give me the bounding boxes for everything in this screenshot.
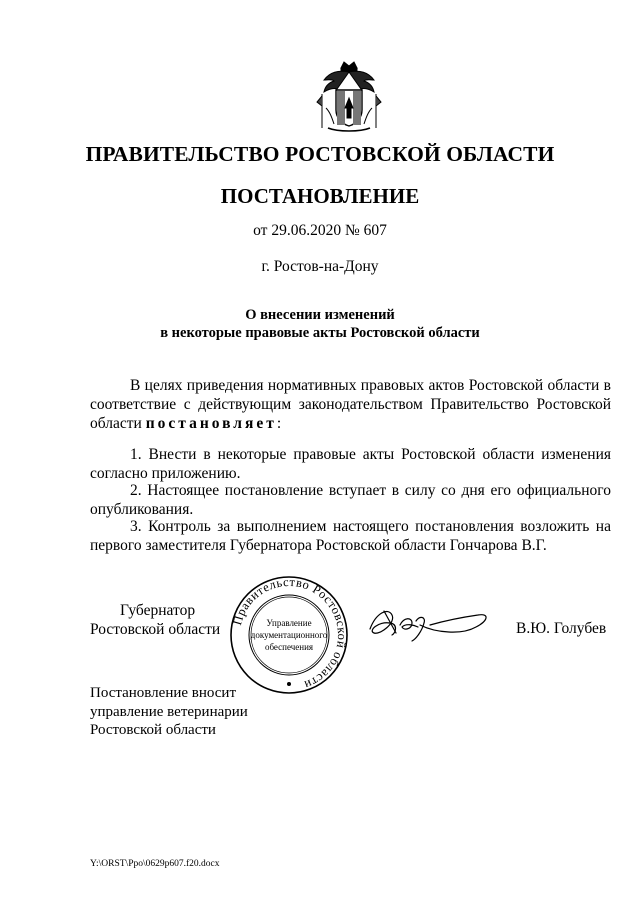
preamble-paragraph: [90, 376, 611, 433]
signatory-title: [90, 601, 230, 639]
submitted-by-line-3: Ростовской области: [90, 722, 216, 738]
document-city: г. Ростов-на-Дону: [261, 258, 379, 275]
document-subject: [0, 306, 640, 342]
official-seal: [228, 574, 350, 696]
seal-outer-text: Правительство Ростовской области: [230, 574, 350, 693]
decree-item-1: 1. Внести в некоторые правовые акты Ростовской области изменения согласно приложению.: [90, 446, 611, 482]
decree-item-2: 2. Настоящее постановление вступает в силу со дня его официального опубликования.: [90, 482, 611, 518]
submitted-by-line-1: Постановление вносит: [90, 685, 237, 701]
subject-line-1: О внесении изменений: [245, 307, 395, 323]
document-type: ПОСТАНОВЛЕНИЕ: [220, 184, 420, 208]
submitted-by: [90, 684, 248, 740]
signatory-title-line-2: Ростовской области: [90, 621, 221, 638]
seal-inner-line-3: обеспечения: [264, 642, 314, 652]
decrees-colon: :: [276, 415, 282, 432]
file-path: Y:\ORST\Ppo\0629p607.f20.docx: [90, 859, 220, 869]
submitted-by-line-2: управление ветеринарии: [90, 703, 248, 720]
decree-item-3: 3. Контроль за выполнением настоящего постановления возложить на первого заместителя Губернатора Ростовской области Гончарова В.Г.: [90, 518, 611, 554]
subject-line-2: в некоторые правовые акты Ростовской области: [160, 325, 480, 341]
seal-inner-line-2: документационного: [250, 630, 328, 640]
seal-inner-line-1: Управление: [266, 618, 312, 628]
signatory-title-line-1: Губернатор: [120, 602, 196, 619]
coat-of-arms-icon: [314, 58, 384, 134]
preamble-text: В целях приведения нормативных правовых актов Ростовской области в соответствие с действующим законодательством Правительство Ростовской области: [90, 377, 611, 432]
decrees-word: постановляет: [145, 415, 277, 432]
handwritten-signature: [366, 603, 494, 643]
signatory-name: В.Ю. Голубев: [516, 620, 607, 637]
organization-title: ПРАВИТЕЛЬСТВО РОСТОВСКОЙ ОБЛАСТИ: [85, 142, 555, 166]
document-date-number: от 29.06.2020 № 607: [253, 222, 387, 239]
